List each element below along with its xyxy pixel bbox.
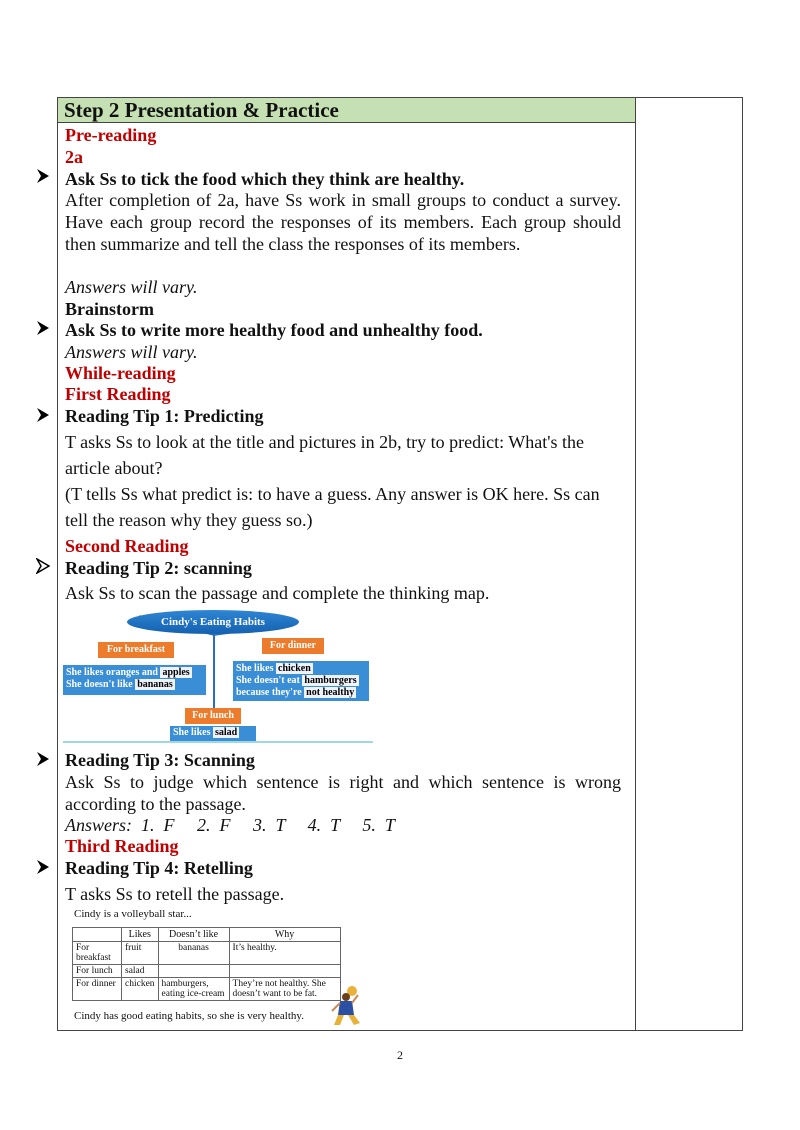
table-cell: hamburgers, eating ice-cream [158, 978, 229, 1001]
breakfast-label: For breakfast [98, 642, 174, 658]
map-answer: bananas [137, 679, 173, 690]
table-cell: For lunch [73, 965, 122, 978]
lunch-box [170, 726, 256, 741]
arrow-bullet-icon [36, 320, 50, 336]
third-reading-heading: Third Reading [65, 836, 179, 856]
step-title: Step 2 Presentation & Practice [64, 98, 339, 122]
table-row [73, 942, 341, 965]
table-header: Likes [122, 928, 159, 942]
tip1-line: T asks Ss to look at the title and pictures in 2b, try to predict: What's the [65, 432, 584, 452]
tip1-line: article about? [65, 458, 163, 478]
page-number: 2 [397, 1048, 403, 1062]
column-divider [635, 97, 636, 1031]
second-reading-heading: Second Reading [65, 536, 189, 556]
arrow-bullet-icon [36, 751, 50, 767]
map-text: She doesn't eat [236, 675, 303, 686]
table-cell [158, 965, 229, 978]
pre-reading-heading: Pre-reading [65, 125, 157, 145]
arrow-bullet-icon [36, 168, 50, 184]
reading-tip-1: Reading Tip 1: Predicting [65, 406, 264, 426]
tip3-paragraph: Ask Ss to judge which sentence is right and which sentence is wrong according to the passage. [65, 772, 621, 814]
table-row [73, 965, 341, 978]
table-cell [229, 965, 340, 978]
table-row [73, 978, 341, 1001]
map-answer: apples [162, 667, 190, 678]
table-cell: salad [122, 965, 159, 978]
answers-note: Answers will vary. [65, 277, 198, 297]
dinner-box [233, 661, 369, 701]
paragraph-2a: After completion of 2a, have Ss work in small groups to conduct a survey. Have each group record the responses of its members. Each group should then summarize and tell the class the responses of its members. [65, 190, 621, 254]
table-cell: fruit [122, 942, 159, 965]
reading-tip-2: Reading Tip 2: scanning [65, 558, 252, 578]
table-header-row [73, 928, 341, 942]
first-reading-heading: First Reading [65, 384, 171, 404]
answers-note: Answers will vary. [65, 342, 198, 362]
tip1-line: (T tells Ss what predict is: to have a guess. Any answer is OK here. Ss can [65, 484, 600, 504]
thinking-map [63, 607, 373, 747]
map-answer: hamburgers [304, 675, 357, 686]
map-text: She likes oranges and [66, 667, 161, 678]
instruction-2a: Ask Ss to tick the food which they think are healthy. [65, 169, 465, 189]
map-answer: chicken [278, 663, 311, 674]
map-text: She likes [173, 727, 214, 738]
retell-table-figure [65, 904, 365, 1026]
while-reading-heading: While-reading [65, 363, 176, 383]
reading-tip-3: Reading Tip 3: Scanning [65, 750, 255, 770]
retell-table [72, 927, 341, 1001]
table-header [73, 928, 122, 942]
section-2a-heading: 2a [65, 147, 83, 167]
map-answer: not healthy [306, 687, 355, 698]
map-title: Cindy's Eating Habits [127, 610, 299, 634]
volleyball-player-icon [330, 985, 362, 1027]
table-cell: bananas [158, 942, 229, 965]
divider [63, 741, 373, 743]
connector [213, 634, 215, 710]
map-text: because they're [236, 687, 305, 698]
arrow-bullet-icon [36, 407, 50, 423]
arrow-bullet-icon [36, 558, 50, 574]
table-header: Doesn’t like [158, 928, 229, 942]
table-footer: Cindy has good eating habits, so she is very healthy. [74, 1010, 304, 1022]
instruction-brainstorm: Ask Ss to write more healthy food and unhealthy food. [65, 320, 483, 340]
tip2-line: Ask Ss to scan the passage and complete the thinking map. [65, 583, 490, 603]
table-cell: For breakfast [73, 942, 122, 965]
reading-tip-4: Reading Tip 4: Retelling [65, 858, 253, 878]
answers-key: Answers: 1. F 2. F 3. T 4. T 5. T [65, 815, 395, 835]
breakfast-box [63, 665, 206, 695]
lunch-label: For lunch [185, 708, 241, 724]
map-answer: salad [215, 727, 238, 738]
table-cell: It’s healthy. [229, 942, 340, 965]
table-cell: They’re not healthy. She doesn’t want to be fat. [229, 978, 340, 1001]
table-cell: chicken [122, 978, 159, 1001]
dinner-label: For dinner [262, 638, 324, 654]
map-text: She likes [236, 663, 277, 674]
table-caption: Cindy is a volleyball star... [74, 908, 192, 920]
table-header: Why [229, 928, 340, 942]
brainstorm-heading: Brainstorm [65, 299, 154, 319]
tip4-line: T asks Ss to retell the passage. [65, 884, 285, 904]
tip1-line: tell the reason why they guess so.) [65, 510, 313, 530]
arrow-bullet-icon [36, 859, 50, 875]
map-text: She doesn't like [66, 679, 136, 690]
table-cell: For dinner [73, 978, 122, 1001]
